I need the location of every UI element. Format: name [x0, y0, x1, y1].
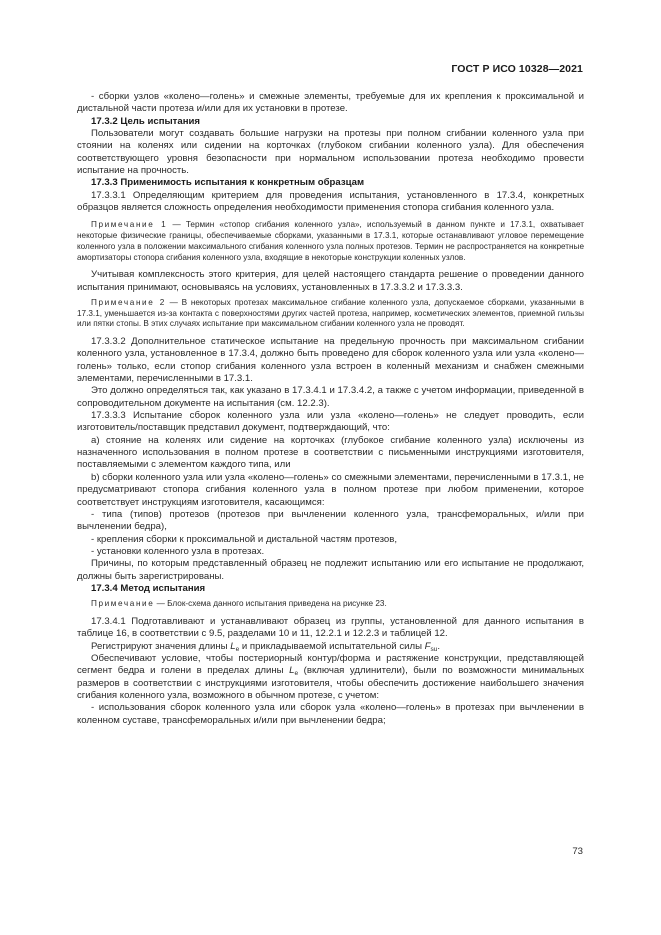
section-heading-purpose: 17.3.2 Цель испытания — [91, 115, 201, 127]
symbol-length: L — [230, 640, 236, 652]
paragraph-complexity: Учитывая комплексность этого критерия, для целей настоящего стандарта решение о проведении данного испытания принимают, основываясь на условиях, установленных в 17.3.3.2 и 17.3.3.3. — [77, 269, 584, 293]
paragraph-posterior-contour: Обеспечивают условие, чтобы постериорный контур/форма и растяжение конструкции, представляющей сегмент бедра и голени в пределах длины $L_e$ (включая удлинители), были по возможности минимальных размеров в соответствии с инструкциями изготовителя, чтобы обеспечить достижение наибольшего значения сгибания коленного узла, возможного в обычном протезе, с учетом: — [77, 653, 585, 702]
paragraph-dash-installation: - установки коленного узла в протезах. — [91, 545, 265, 557]
note-text: — Термин «стопор сгибания коленного узла», используемый в данном пункте и 17.3.1, охватывает некоторые физические границы, обеспечиваемые сборками, указанными в 17.3.1, которые останавливают угловое перемещение коленного узла в положении максимального сгибания коленного узла полных протезов. Термин не распространяется на конкретные амортизаторы стопора сгибания коленного узла, входящие в некоторые конструкции коленных узлов. — [77, 220, 585, 262]
paragraph-item-b: b) сборки коленного узла или узла «колено—голень» со смежными элементами, перечисленными в 17.3.1, не предусматривают стопора сгибания коленного узла в полном протезе при любом применении, которое соответствует инструкциям изготовителя, касающимся: — [77, 471, 584, 508]
paragraph-purpose: Пользователи могут создавать большие нагрузки на протезы при полном сгибании коленного узла при стоянии на коленях или сидении на корточках (глубоком сгибании коленного узла). Для обеспечения соответствующего уровня безопасности при нормальном использовании протеза необходимо провести испытание на прочность. — [77, 128, 584, 177]
paragraph-dash-usage: - использования сборок коленного узла или сборок узла «колено—голень» в протезах при вычленении в коленном суставе, трансфеморальных и/или при вычленении бедра; — [77, 702, 584, 726]
paragraph-17-3-3-3: 17.3.3.3 Испытание сборок коленного узла или узла «колено—голень» не следует проводить, если изготовитель/поставщик представил документ, подтверждающий, что: — [77, 410, 584, 434]
standard-header: ГОСТ Р ИСО 10328—2021 — [451, 63, 583, 75]
paragraph-item-a: a) стояние на коленях или сидение на корточках (глубокое сгибание коленного узла) исключены из назначенного использования в полном протезе в соответствии с письменными инструкциями изготовителя, поставляемыми с элементом каждого типа, или — [77, 434, 584, 471]
note-label: Примечание 1 — [91, 220, 168, 230]
paragraph-17-3-4-1: 17.3.4.1 Подготавливают и устанавливают образец из группы, установленной для данного испытания в таблице 16, в соответствии с 9.5, разделами 10 и 11, 12.2.1 и 12.2.3 и таблицей 12. — [77, 615, 584, 640]
note-text: — Блок-схема данного испытания приведена на рисунке 23. — [154, 599, 387, 609]
page-number: 73 — [572, 846, 583, 857]
section-heading-applicability: 17.3.3 Применимость испытания к конкретным образцам — [91, 177, 365, 189]
symbol-length: L — [289, 665, 295, 677]
paragraph-determination: Это должно определяться так, как указано в 17.3.4.1 и 17.3.4.2, а также с учетом информации, приведенной в сопроводительном документе на испытания (см. 12.2.3). — [77, 385, 584, 409]
note-1 — [77, 220, 584, 263]
note-label: Примечание — [91, 599, 155, 609]
paragraph-dash-types: - типа (типов) протезов (протезов при вычленении коленного узла, трансфеморальных, и/или при вычленении бедра), — [77, 508, 584, 533]
paragraph-dash-attachment: - крепления сборки к проксимальной и дистальной частям протезов, — [91, 533, 398, 545]
paragraph-17-3-3-2: 17.3.3.2 Дополнительное статическое испытание на предельную прочность при максимальном сгибании коленного узла, установленное в 17.3.4, должно быть проведено для сборок коленного узла или узла «колено—голень» только, если стопор сгибания коленного узла встроен в коленный механизм и снабжен смежными элементами, перечисленными в 17.3.1. — [77, 336, 584, 385]
section-heading-method: 17.3.4 Метод испытания — [91, 582, 206, 594]
paragraph-reasons: Причины, по которым представленный образец не подлежит испытанию или его испытание не продолжают, должны быть зарегистрированы. — [77, 558, 584, 582]
note-text: — В некоторых протезах максимальное сгибание коленного узла, допускаемое сборками, указанными в 17.3.1, уменьшается из-за контакта с поверхностями других частей протеза, например, косметических элементов, приемной гильзы или пятки стопы. В этих случаях испытание при максимальном сгибании коленного узла не проводят. — [77, 297, 584, 329]
paragraph-17-3-3-1: 17.3.3.1 Определяющим критерием для проведения испытания, установленного в 17.3.4, конкретных образцов является сложность определения необходимости применения стопора сгибания коленного узла. — [77, 189, 584, 214]
symbol-force: F — [424, 640, 431, 652]
note-2 — [77, 298, 584, 330]
note-label: Примечание 2 — [91, 297, 166, 307]
paragraph-list-item: - сборки узлов «колено—голень» и смежные элементы, требуемые для их крепления к проксимальной и дистальной части протеза и/или для их установки в протезе. — [77, 91, 584, 115]
paragraph-register-values: Регистрируют значения длины $L_e$ и прикладываемой испытательной силы $F_{su}$. — [91, 640, 441, 653]
note-3 — [77, 599, 584, 610]
page-body — [77, 91, 584, 727]
